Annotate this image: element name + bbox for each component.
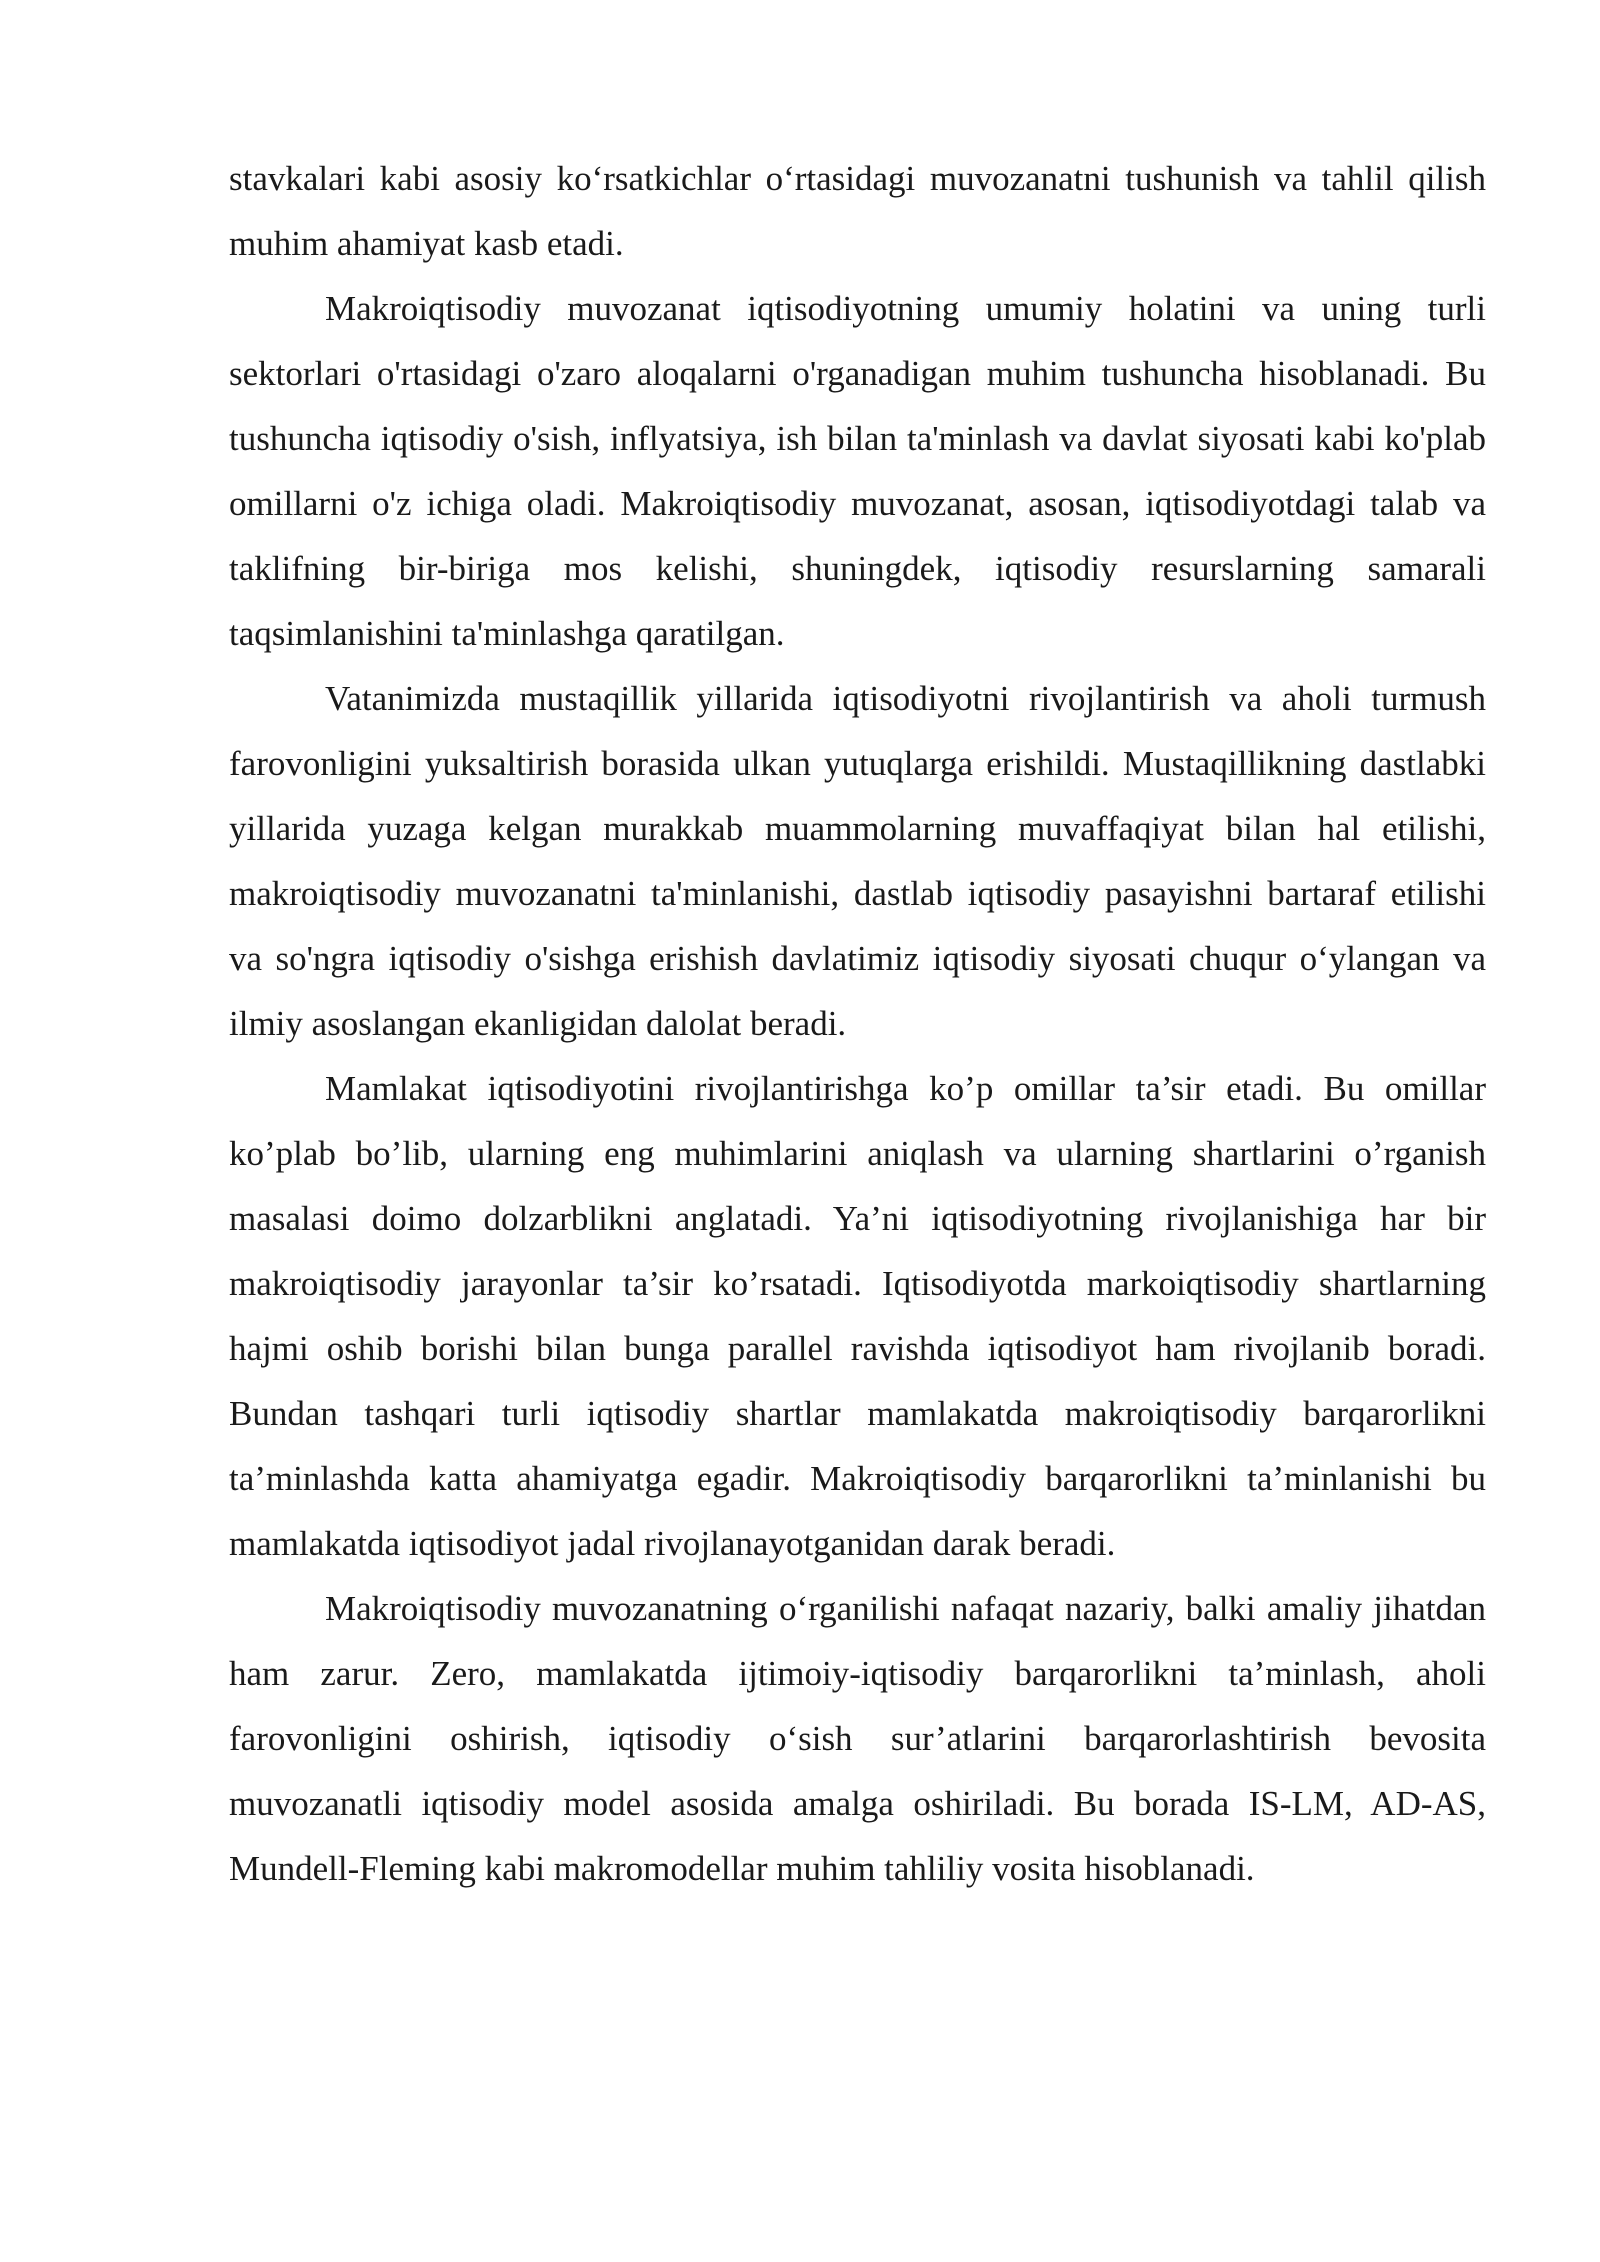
paragraph-continued: stavkalari kabi asosiy ko‘rsatkichlar o‘rtasidagi muvozanatni tushunish va tahlil qilish muhim ahamiyat kasb etadi. xyxy=(229,159,1486,263)
paragraph: Vatanimizda mustaqillik yillarida iqtisodiyotni rivojlantirish va aholi turmush farovonligini yuksaltirish borasida ulkan yutuqlarga erishildi. Mustaqillikning dastlabki yillarida yuzaga kelgan murakkab muammolarning muvaffaqiyat bilan hal etilishi, makroiqtisodiy muvozanatni ta'minlanishi, dastlab iqtisodiy pasayishni bartaraf etilishi va so'ngra iqtisodiy o'sishga erishish davlatimiz iqtisodiy siyosati chuqur o‘ylangan va ilmiy asoslangan ekanligidan dalolat beradi. xyxy=(229,679,1486,1043)
paragraph: Mamlakat iqtisodiyotini rivojlantirishga ko’p omillar ta’sir etadi. Bu omillar ko’plab bo’lib, ularning eng muhimlarini aniqlash va ularning shartlarini o’rganish masalasi doimo dolzarblikni anglatadi. Ya’ni iqtisodiyotning rivojlanishiga har bir makroiqtisodiy jarayonlar ta’sir ko’rsatadi. Iqtisodiyotda markoiqtisodiy shartlarning hajmi oshib borishi bilan bunga parallel ravishda iqtisodiyot ham rivojlanib boradi. Bundan tashqari turli iqtisodiy shartlar mamlakatda makroiqtisodiy barqarorlikni ta’minlashda katta ahamiyatga egadir. Makroiqtisodiy barqarorlikni ta’minlanishi bu mamlakatda iqtisodiyot jadal rivojlanayotganidan darak beradi. xyxy=(229,1069,1486,1563)
document-body xyxy=(229,146,1486,1901)
paragraph: Makroiqtisodiy muvozanat iqtisodiyotning umumiy holatini va uning turli sektorlari o'rtasidagi o'zaro aloqalarni o'rganadigan muhim tushuncha hisoblanadi. Bu tushuncha iqtisodiy o'sish, inflyatsiya, ish bilan ta'minlash va davlat siyosati kabi ko'plab omillarni o'z ichiga oladi. Makroiqtisodiy muvozanat, asosan, iqtisodiyotdagi talab va taklifning bir-biriga mos kelishi, shuningdek, iqtisodiy resurslarning samarali taqsimlanishini ta'minlashga qaratilgan. xyxy=(229,289,1486,653)
paragraph: Makroiqtisodiy muvozanatning o‘rganilishi nafaqat nazariy, balki amaliy jihatdan ham zarur. Zero, mamlakatda ijtimoiy-iqtisodiy barqarorlikni ta’minlash, aholi farovonligini oshirish, iqtisodiy o‘sish sur’atlarini barqarorlashtirish bevosita muvozanatli iqtisodiy model asosida amalga oshiriladi. Bu borada IS-LM, AD-AS, Mundell-Fleming kabi makromodellar muhim tahliliy vosita hisoblanadi. xyxy=(229,1589,1486,1888)
